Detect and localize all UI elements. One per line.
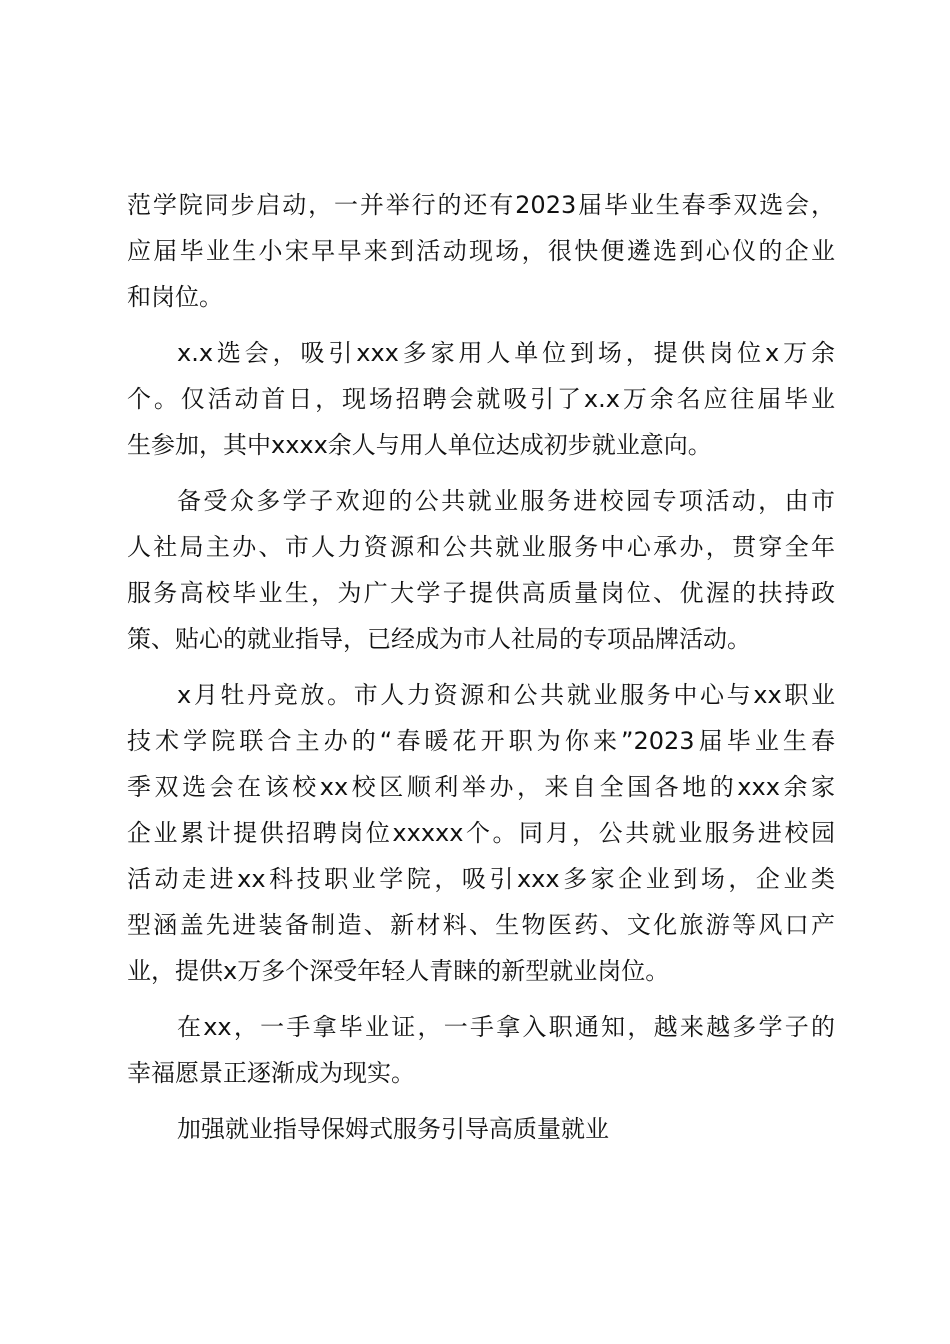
document-body bbox=[127, 182, 835, 1162]
text-line: 应届毕业生小宋早早来到活动现场，很快便遴选到心仪的企业 bbox=[127, 237, 835, 265]
text-line: 型涵盖先进装备制造、新材料、生物医药、文化旅游等风口产 bbox=[127, 911, 835, 939]
text-line: 范学院同步启动，一并举行的还有2023届毕业生春季双选会， bbox=[127, 191, 835, 219]
text-line: 备受众多学子欢迎的公共就业服务进校园专项活动，由市 bbox=[177, 487, 835, 515]
text-line: 和岗位。 bbox=[127, 283, 223, 311]
paragraph-3 bbox=[127, 478, 835, 662]
paragraph-1 bbox=[127, 182, 835, 320]
text-line: 幸福愿景正逐渐成为现实。 bbox=[127, 1059, 415, 1087]
paragraph-2 bbox=[127, 330, 835, 468]
text-line: 在xx，一手拿毕业证，一手拿入职通知，越来越多学子的 bbox=[177, 1013, 835, 1041]
text-line: 季双选会在该校xx校区顺利举办，来自全国各地的xxx余家 bbox=[127, 773, 835, 801]
text-line: 人社局主办、市人力资源和公共就业服务中心承办，贯穿全年 bbox=[127, 533, 835, 561]
text-line: x月牡丹竞放。市人力资源和公共就业服务中心与xx职业 bbox=[177, 681, 835, 709]
text-line: x.x选会，吸引xxx多家用人单位到场，提供岗位x万余 bbox=[177, 339, 835, 367]
text-line: 企业累计提供招聘岗位xxxxx个。同月，公共就业服务进校园 bbox=[127, 819, 835, 847]
text-line: 技术学院联合主办的“春暖花开职为你来”2023届毕业生春 bbox=[127, 727, 835, 755]
paragraph-4 bbox=[127, 672, 835, 994]
text-line: 个。仅活动首日，现场招聘会就吸引了x.x万余名应往届毕业 bbox=[127, 385, 835, 413]
text-line: 活动走进xx科技职业学院，吸引xxx多家企业到场，企业类 bbox=[127, 865, 835, 893]
paragraph-5 bbox=[127, 1004, 835, 1096]
heading-line: 加强就业指导保姆式服务引导高质量就业 bbox=[177, 1115, 609, 1143]
text-line: 服务高校毕业生，为广大学子提供高质量岗位、优渥的扶持政 bbox=[127, 579, 835, 607]
text-line: 业，提供x万多个深受年轻人青睐的新型就业岗位。 bbox=[127, 957, 670, 985]
section-heading bbox=[127, 1106, 835, 1152]
text-line: 策、贴心的就业指导，已经成为市人社局的专项品牌活动。 bbox=[127, 625, 751, 653]
text-line: 生参加，其中xxxx余人与用人单位达成初步就业意向。 bbox=[127, 431, 712, 459]
